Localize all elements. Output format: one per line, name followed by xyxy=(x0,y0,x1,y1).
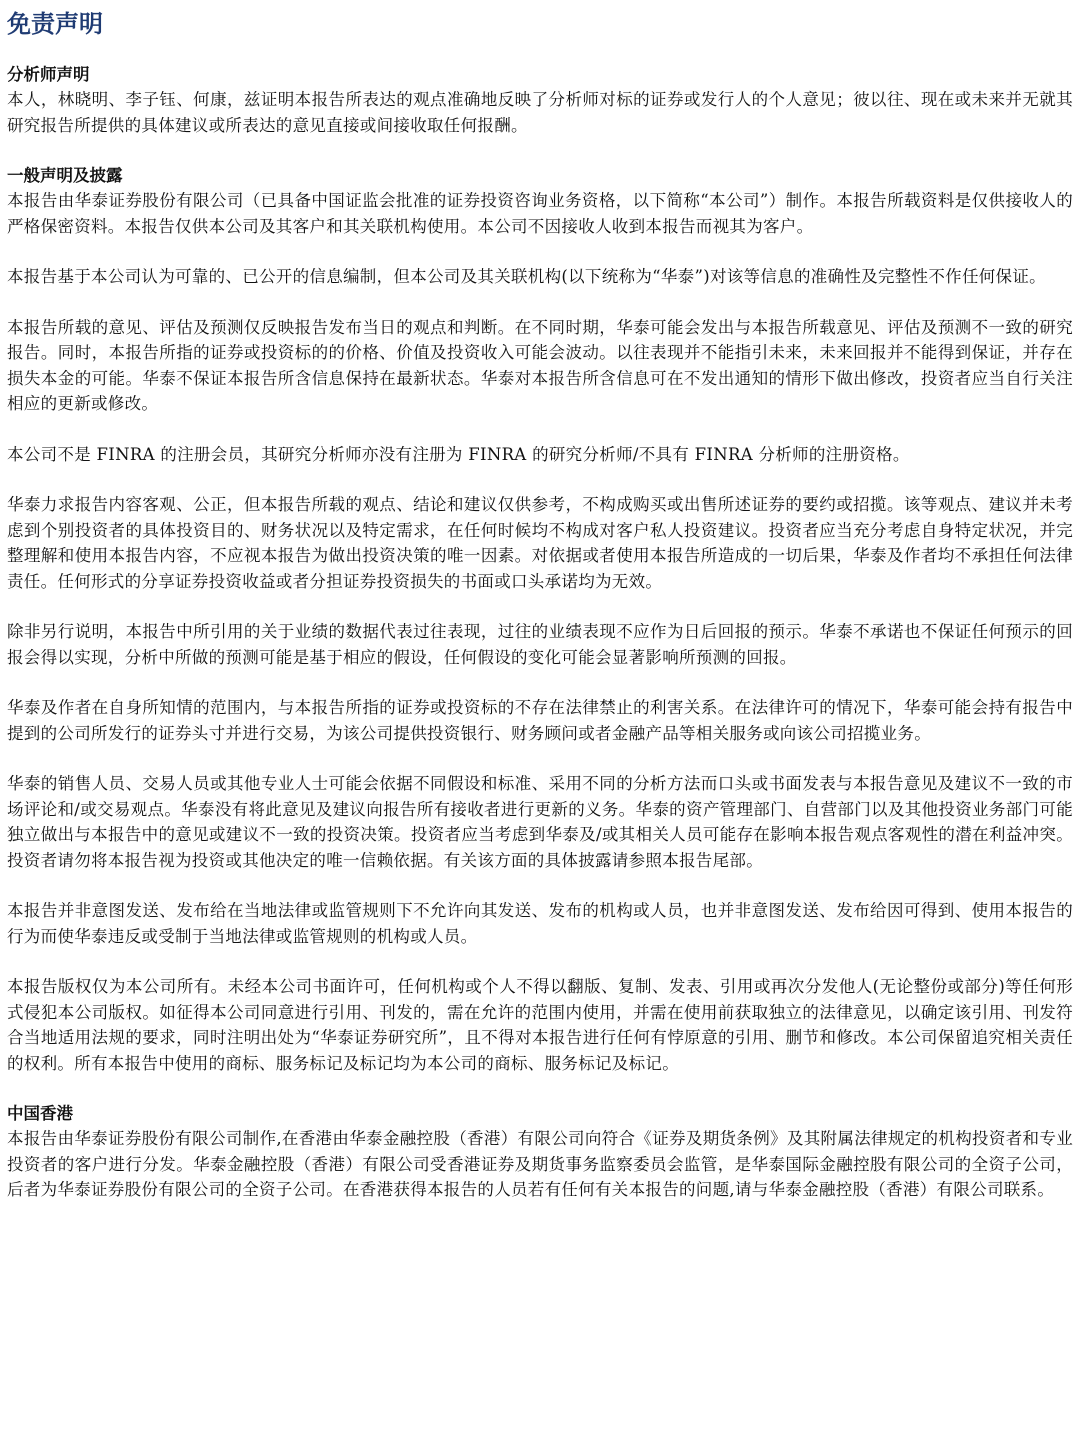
general-disclosure-section xyxy=(7,163,1073,1076)
section-heading: 分析师声明 xyxy=(7,65,90,84)
paragraph: 本报告所载的意见、评估及预测仅反映报告发布当日的观点和判断。在不同时期，华泰可能会发出与本报告所载意见、评估及预测不一致的研究报告。同时，本报告所指的证券或投资标的的价格、价值及投资收入可能会波动。以往表现并不能指引未来，未来回报并不能得到保证，并存在损失本金的可能。华泰不保证本报告所含信息保持在最新状态。华泰对本报告所含信息可在不发出通知的情形下做出修改，投资者应当自行关注相应的更新或修改。 xyxy=(7,317,1073,413)
analyst-statement-section xyxy=(7,62,1073,138)
paragraph: 本报告并非意图发送、发布给在当地法律或监管规则下不允许向其发送、发布的机构或人员，也并非意图发送、发布给因可得到、使用本报告的行为而使华泰违反或受制于当地法律或监管规则的机构或人员。 xyxy=(7,901,1073,946)
paragraph: 本人，林晓明、李子钰、何康，兹证明本报告所表达的观点准确地反映了分析师对标的证券或发行人的个人意见；彼以往、现在或未来并无就其研究报告所提供的具体建议或所表达的意见直接或间接收取任何报酬。 xyxy=(7,90,1073,135)
paragraph: 本报告基于本公司认为可靠的、已公开的信息编制，但本公司及其关联机构(以下统称为“华泰”)对该等信息的准确性及完整性不作任何保证。 xyxy=(7,267,1046,286)
paragraph: 本报告由华泰证券股份有限公司（已具备中国证监会批准的证券投资咨询业务资格，以下简称“本公司”）制作。本报告所载资料是仅供接收人的严格保密资料。本报告仅供本公司及其客户和其关联机构使用。本公司不因接收人收到本报告而视其为客户。 xyxy=(7,191,1073,236)
paragraph: 本公司不是 FINRA 的注册会员，其研究分析师亦没有注册为 FINRA 的研究分析师/不具有 FINRA 分析师的注册资格。 xyxy=(7,444,910,464)
paragraph: 华泰力求报告内容客观、公正，但本报告所载的观点、结论和建议仅供参考，不构成购买或出售所述证券的要约或招揽。该等观点、建议并未考虑到个别投资者的具体投资目的、财务状况以及特定需求，在任何时候均不构成对客户私人投资建议。投资者应当充分考虑自身特定状况，并完整理解和使用本报告内容，不应视本报告为做出投资决策的唯一因素。对依据或者使用本报告所造成的一切后果，华泰及作者均不承担任何法律责任。任何形式的分享证券投资收益或者分担证券投资损失的书面或口头承诺均为无效。 xyxy=(7,495,1073,591)
section-heading: 一般声明及披露 xyxy=(7,166,123,185)
paragraph: 本报告由华泰证券股份有限公司制作,在香港由华泰金融控股（香港）有限公司向符合《证券及期货条例》及其附属法律规定的机构投资者和专业投资者的客户进行分发。华泰金融控股（香港）有限公司受香港证券及期货事务监察委员会监管，是华泰国际金融控股有限公司的全资子公司，后者为华泰证券股份有限公司的全资子公司。在香港获得本报告的人员若有任何有关本报告的问题,请与华泰金融控股（香港）有限公司联系。 xyxy=(7,1129,1073,1199)
page-title: 免责声明 xyxy=(7,9,103,38)
paragraph: 除非另行说明，本报告中所引用的关于业绩的数据代表过往表现，过往的业绩表现不应作为日后回报的预示。华泰不承诺也不保证任何预示的回报会得以实现，分析中所做的预测可能是基于相应的假设，任何假设的变化可能会显著影响所预测的回报。 xyxy=(7,622,1073,667)
hong-kong-section xyxy=(7,1101,1073,1203)
paragraph: 华泰的销售人员、交易人员或其他专业人士可能会依据不同假设和标准、采用不同的分析方法而口头或书面发表与本报告意见及建议不一致的市场评论和/或交易观点。华泰没有将此意见及建议向报告所有接收者进行更新的义务。华泰的资产管理部门、自营部门以及其他投资业务部门可能独立做出与本报告中的意见或建议不一致的投资决策。投资者应当考虑到华泰及/或其相关人员可能存在影响本报告观点客观性的潜在利益冲突。投资者请勿将本报告视为投资或其他决定的唯一信赖依据。有关该方面的具体披露请参照本报告尾部。 xyxy=(7,774,1073,870)
section-heading: 中国香港 xyxy=(7,1104,73,1123)
disclaimer-page xyxy=(7,4,1073,1228)
paragraph: 华泰及作者在自身所知情的范围内，与本报告所指的证券或投资标的不存在法律禁止的利害关系。在法律许可的情况下，华泰可能会持有报告中提到的公司所发行的证券头寸并进行交易，为该公司提供投资银行、财务顾问或者金融产品等相关服务或向该公司招揽业务。 xyxy=(7,698,1073,743)
paragraph: 本报告版权仅为本公司所有。未经本公司书面许可，任何机构或个人不得以翻版、复制、发表、引用或再次分发他人(无论整份或部分)等任何形式侵犯本公司版权。如征得本公司同意进行引用、刊发的，需在允许的范围内使用，并需在使用前获取独立的法律意见，以确定该引用、刊发符合当地适用法规的要求，同时注明出处为“华泰证券研究所”，且不得对本报告进行任何有悖原意的引用、删节和修改。本公司保留追究相关责任的权利。所有本报告中使用的商标、服务标记及标记均为本公司的商标、服务标记及标记。 xyxy=(7,977,1073,1073)
